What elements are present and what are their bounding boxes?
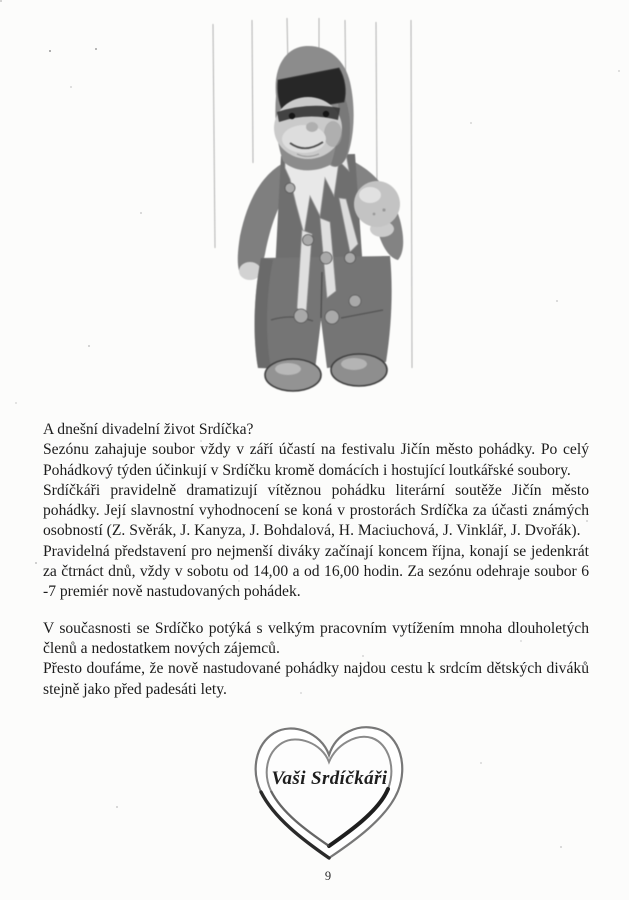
heart-caption: Vaši Srdíčkáři [271, 768, 388, 789]
paragraph-present: V současnosti se Srdíčko potýká s velkým pracovním vytížením mnoha dlouholetých členů a nedostatkem nových zájemců. [43, 619, 589, 657]
marionette-ball [354, 181, 400, 237]
article-heading: A dnešní divadelní život Srdíčka? [43, 421, 254, 438]
paragraph-hope: Přesto doufáme, že nově nastudované pohádky najdou cestu k srdcím dětských diváků stejně jako před padesáti lety. [43, 660, 589, 698]
page-number: 9 [324, 869, 332, 883]
marionette-puppet-photo [193, 18, 428, 410]
article-text [43, 420, 589, 700]
marionette-head [274, 46, 354, 170]
paragraph-season: Sezónu zahajuje soubor vždy v září účastí na festivalu Jičín město pohádky. Po celý Pohádkový týden účinkují v Srdíčku kromě domácích i hostující loutkářské soubory. [43, 441, 589, 479]
paragraph-festival: Srdíčkáři pravidelně dramatizují vítěznou pohádku literární soutěže Jičín město pohádky. Její slavnostní vyhodnocení se koná v prostorách Srdíčka za účasti známých osobností (Z. Svěrák, J. Kanyza, J. Bohdalová, H. Maciuchová, J. Vinklář, J. Dvořák). [43, 481, 589, 540]
paragraph-performances: Pravidelná představení pro nejmenší diváky začínají koncem října, konají se jedenkrát za čtrnáct dnů, vždy v sobotu od 14,00 a od 16,00 hodin. Za sezónu odehraje soubor 6 -7 premiér nově nastudovaných pohádek. [43, 542, 589, 601]
heart-outline-icon [248, 720, 410, 866]
scan-noise [0, 0, 2, 2]
